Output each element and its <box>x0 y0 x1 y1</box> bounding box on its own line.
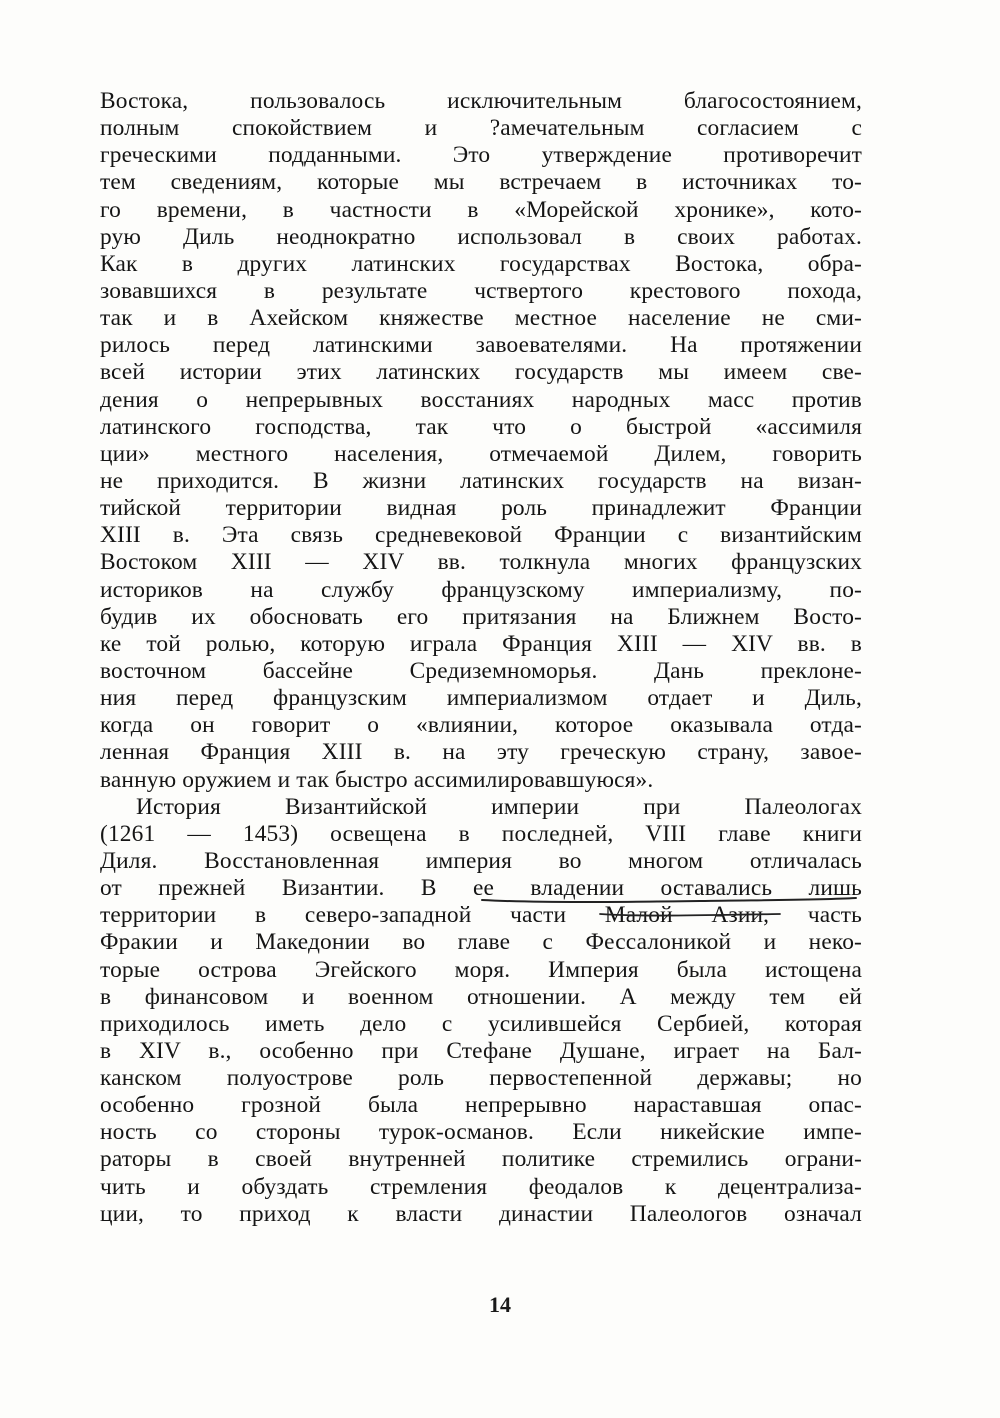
text-line: рую Диль неоднократно использовал в своих работах. <box>100 223 862 250</box>
text-line: рилось перед латинскими завоевателями. На протяжении <box>100 332 862 359</box>
text-line: полным спокойствием и ?амечательным согласием с <box>100 115 862 142</box>
text-line: чить и обуздать стремления феодалов к децентрализа- <box>100 1173 862 1200</box>
text-line: восточном бассейне Средиземноморья. Дань преклоне- <box>100 657 862 684</box>
text-line: раторы в своей внутренней политике стремились ограни- <box>100 1146 862 1173</box>
text-line: особенно грозной была непрерывно нараставшая опас- <box>100 1092 862 1119</box>
paragraph-first-line: История Византийской империи при Палеологах <box>136 793 862 820</box>
text-line: ции, то приход к власти династии Палеологов означал <box>100 1200 862 1227</box>
text-line: Диля. Восстановленная империя во многом отличалась <box>100 847 862 874</box>
text-line: ность со стороны турок-османов. Если никейские импе- <box>100 1119 862 1146</box>
text-line: греческими подданными. Это утверждение противоречит <box>100 142 862 169</box>
text-line: когда он говорит о «влиянии, которое оказывала отда- <box>100 712 862 739</box>
text-line: не приходится. В жизни латинских государств на визан- <box>100 467 862 494</box>
text-line: Фракии и Македонии во главе с Фессалоникой и неко- <box>100 929 862 956</box>
text-line: го времени, в частности в «Морейской хронике», кото- <box>100 196 862 223</box>
text-line: Востока, пользовалось исключительным благосостоянием, <box>100 88 862 114</box>
text-line: будив их обосновать его притязания на Ближнем Восто- <box>100 603 862 630</box>
text-line: ния перед французским империализмом отдает и Диль, <box>100 685 862 712</box>
text-line: ке той ролью, которую играла Франция XIII — XIV вв. в <box>100 630 862 657</box>
text-line: историков на службу французскому империализму, по- <box>100 576 862 603</box>
text-line: (1261 — 1453) освещена в последней, VIII главе книги <box>100 820 862 847</box>
text-line: Востоком XIII — XIV вв. толкнула многих французских <box>100 549 862 576</box>
text-line: дения о непрерывных восстаниях народных масс против <box>100 386 862 413</box>
text-line: тем сведениям, которые мы встречаем в источниках то- <box>100 169 862 196</box>
text-line: зовавшихся в результате чствертого крестового похода, <box>100 277 862 304</box>
text-line: латинского господства, так что о быстрой «ассимиля <box>100 413 862 440</box>
text-line: торые острова Эгейского моря. Империя была истощена <box>100 956 862 983</box>
text-line: тийской территории видная роль принадлежит Франции <box>100 495 862 522</box>
text-line: всей истории этих латинских государств мы имеем све- <box>100 359 862 386</box>
text-line: приходилось иметь дело с усилившейся Сербией, которая <box>100 1010 862 1037</box>
text-line: от прежней Византии. В ее владении оставались лишь <box>100 875 862 902</box>
text-line: Как в других латинских государствах Востока, обра- <box>100 250 862 277</box>
body-text <box>100 88 862 1228</box>
text-line: так и в Ахейском княжестве местное население не сми- <box>100 305 862 332</box>
text-line: ции» местного населения, отмечаемой Дилем, говорить <box>100 440 862 467</box>
text-line: XIII в. Эта связь средневековой Франции с византийским <box>100 522 862 549</box>
text-line: в финансовом и военном отношении. А между тем ей <box>100 983 862 1010</box>
text-line: территории в северо-западной части Малой Азии, часть <box>100 902 862 929</box>
text-line: канском полуострове роль первостепенной державы; но <box>100 1065 862 1092</box>
text-line: в XIV в., особенно при Стефане Душане, играет на Бал- <box>100 1037 862 1064</box>
text-line: ленная Франция XIII в. на эту греческую страну, завое- <box>100 739 862 766</box>
text-line: ванную оружием и так быстро ассимилировавшуюся». <box>100 766 654 793</box>
page-number: 14 <box>489 1292 511 1317</box>
